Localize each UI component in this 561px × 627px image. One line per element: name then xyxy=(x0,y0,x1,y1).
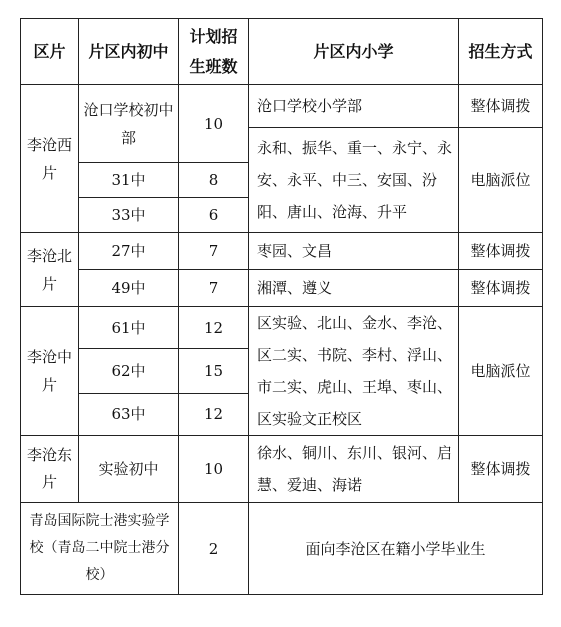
header-enrollment-method: 招生方式 xyxy=(459,19,543,85)
method-27: 整体调拨 xyxy=(459,233,543,270)
middle-63: 63中 xyxy=(79,393,179,435)
method-middle: 电脑派位 xyxy=(459,307,543,436)
middle-33: 33中 xyxy=(79,198,179,233)
header-zone: 区片 xyxy=(21,19,79,85)
classes-shiyan: 10 xyxy=(179,436,249,503)
middle-62: 62中 xyxy=(79,349,179,393)
classes-62: 15 xyxy=(179,349,249,393)
middle-27: 27中 xyxy=(79,233,179,270)
table-row xyxy=(21,270,543,307)
header-middle-school: 片区内初中 xyxy=(79,19,179,85)
primary-cangkou: 沧口学校小学部 xyxy=(249,85,459,128)
primary-middle: 区实验、北山、金水、李沧、区二实、书院、李村、浮山、市二实、虎山、王埠、枣山、区实验文正校区 xyxy=(249,307,459,436)
classes-61: 12 xyxy=(179,307,249,349)
classes-qingdao: 2 xyxy=(179,503,249,595)
middle-cangkou: 沧口学校初中部 xyxy=(79,85,179,163)
middle-31: 31中 xyxy=(79,163,179,198)
header-primary-schools: 片区内小学 xyxy=(249,19,459,85)
table-row xyxy=(21,85,543,128)
table-row xyxy=(21,307,543,349)
primary-27: 枣园、文昌 xyxy=(249,233,459,270)
table-row xyxy=(21,436,543,503)
middle-61: 61中 xyxy=(79,307,179,349)
classes-31: 8 xyxy=(179,163,249,198)
classes-33: 6 xyxy=(179,198,249,233)
classes-cangkou: 10 xyxy=(179,85,249,163)
school-qingdao: 青岛国际院士港实验学校（青岛二中院士港分校） xyxy=(21,503,179,595)
enrollment-table-container xyxy=(20,18,543,595)
zone-west: 李沧西片 xyxy=(21,85,79,233)
primary-shiyan: 徐水、铜川、东川、银河、启慧、爱迪、海诺 xyxy=(249,436,459,503)
enrollment-table xyxy=(20,18,543,595)
classes-49: 7 xyxy=(179,270,249,307)
table-row xyxy=(21,503,543,595)
header-row xyxy=(21,19,543,85)
primary-49: 湘潭、遵义 xyxy=(249,270,459,307)
classes-63: 12 xyxy=(179,393,249,435)
zone-middle: 李沧中片 xyxy=(21,307,79,436)
middle-49: 49中 xyxy=(79,270,179,307)
method-shiyan: 整体调拨 xyxy=(459,436,543,503)
note-qingdao: 面向李沧区在籍小学毕业生 xyxy=(249,503,543,595)
zone-north: 李沧北片 xyxy=(21,233,79,307)
middle-shiyan: 实验初中 xyxy=(79,436,179,503)
primary-west: 永和、振华、重一、永宁、永安、永平、中三、安国、汾阳、唐山、沧海、升平 xyxy=(249,128,459,233)
zone-east: 李沧东片 xyxy=(21,436,79,503)
classes-27: 7 xyxy=(179,233,249,270)
method-cangkou: 整体调拨 xyxy=(459,85,543,128)
method-49: 整体调拨 xyxy=(459,270,543,307)
method-west: 电脑派位 xyxy=(459,128,543,233)
header-planned-classes: 计划招生班数 xyxy=(179,19,249,85)
table-row xyxy=(21,233,543,270)
